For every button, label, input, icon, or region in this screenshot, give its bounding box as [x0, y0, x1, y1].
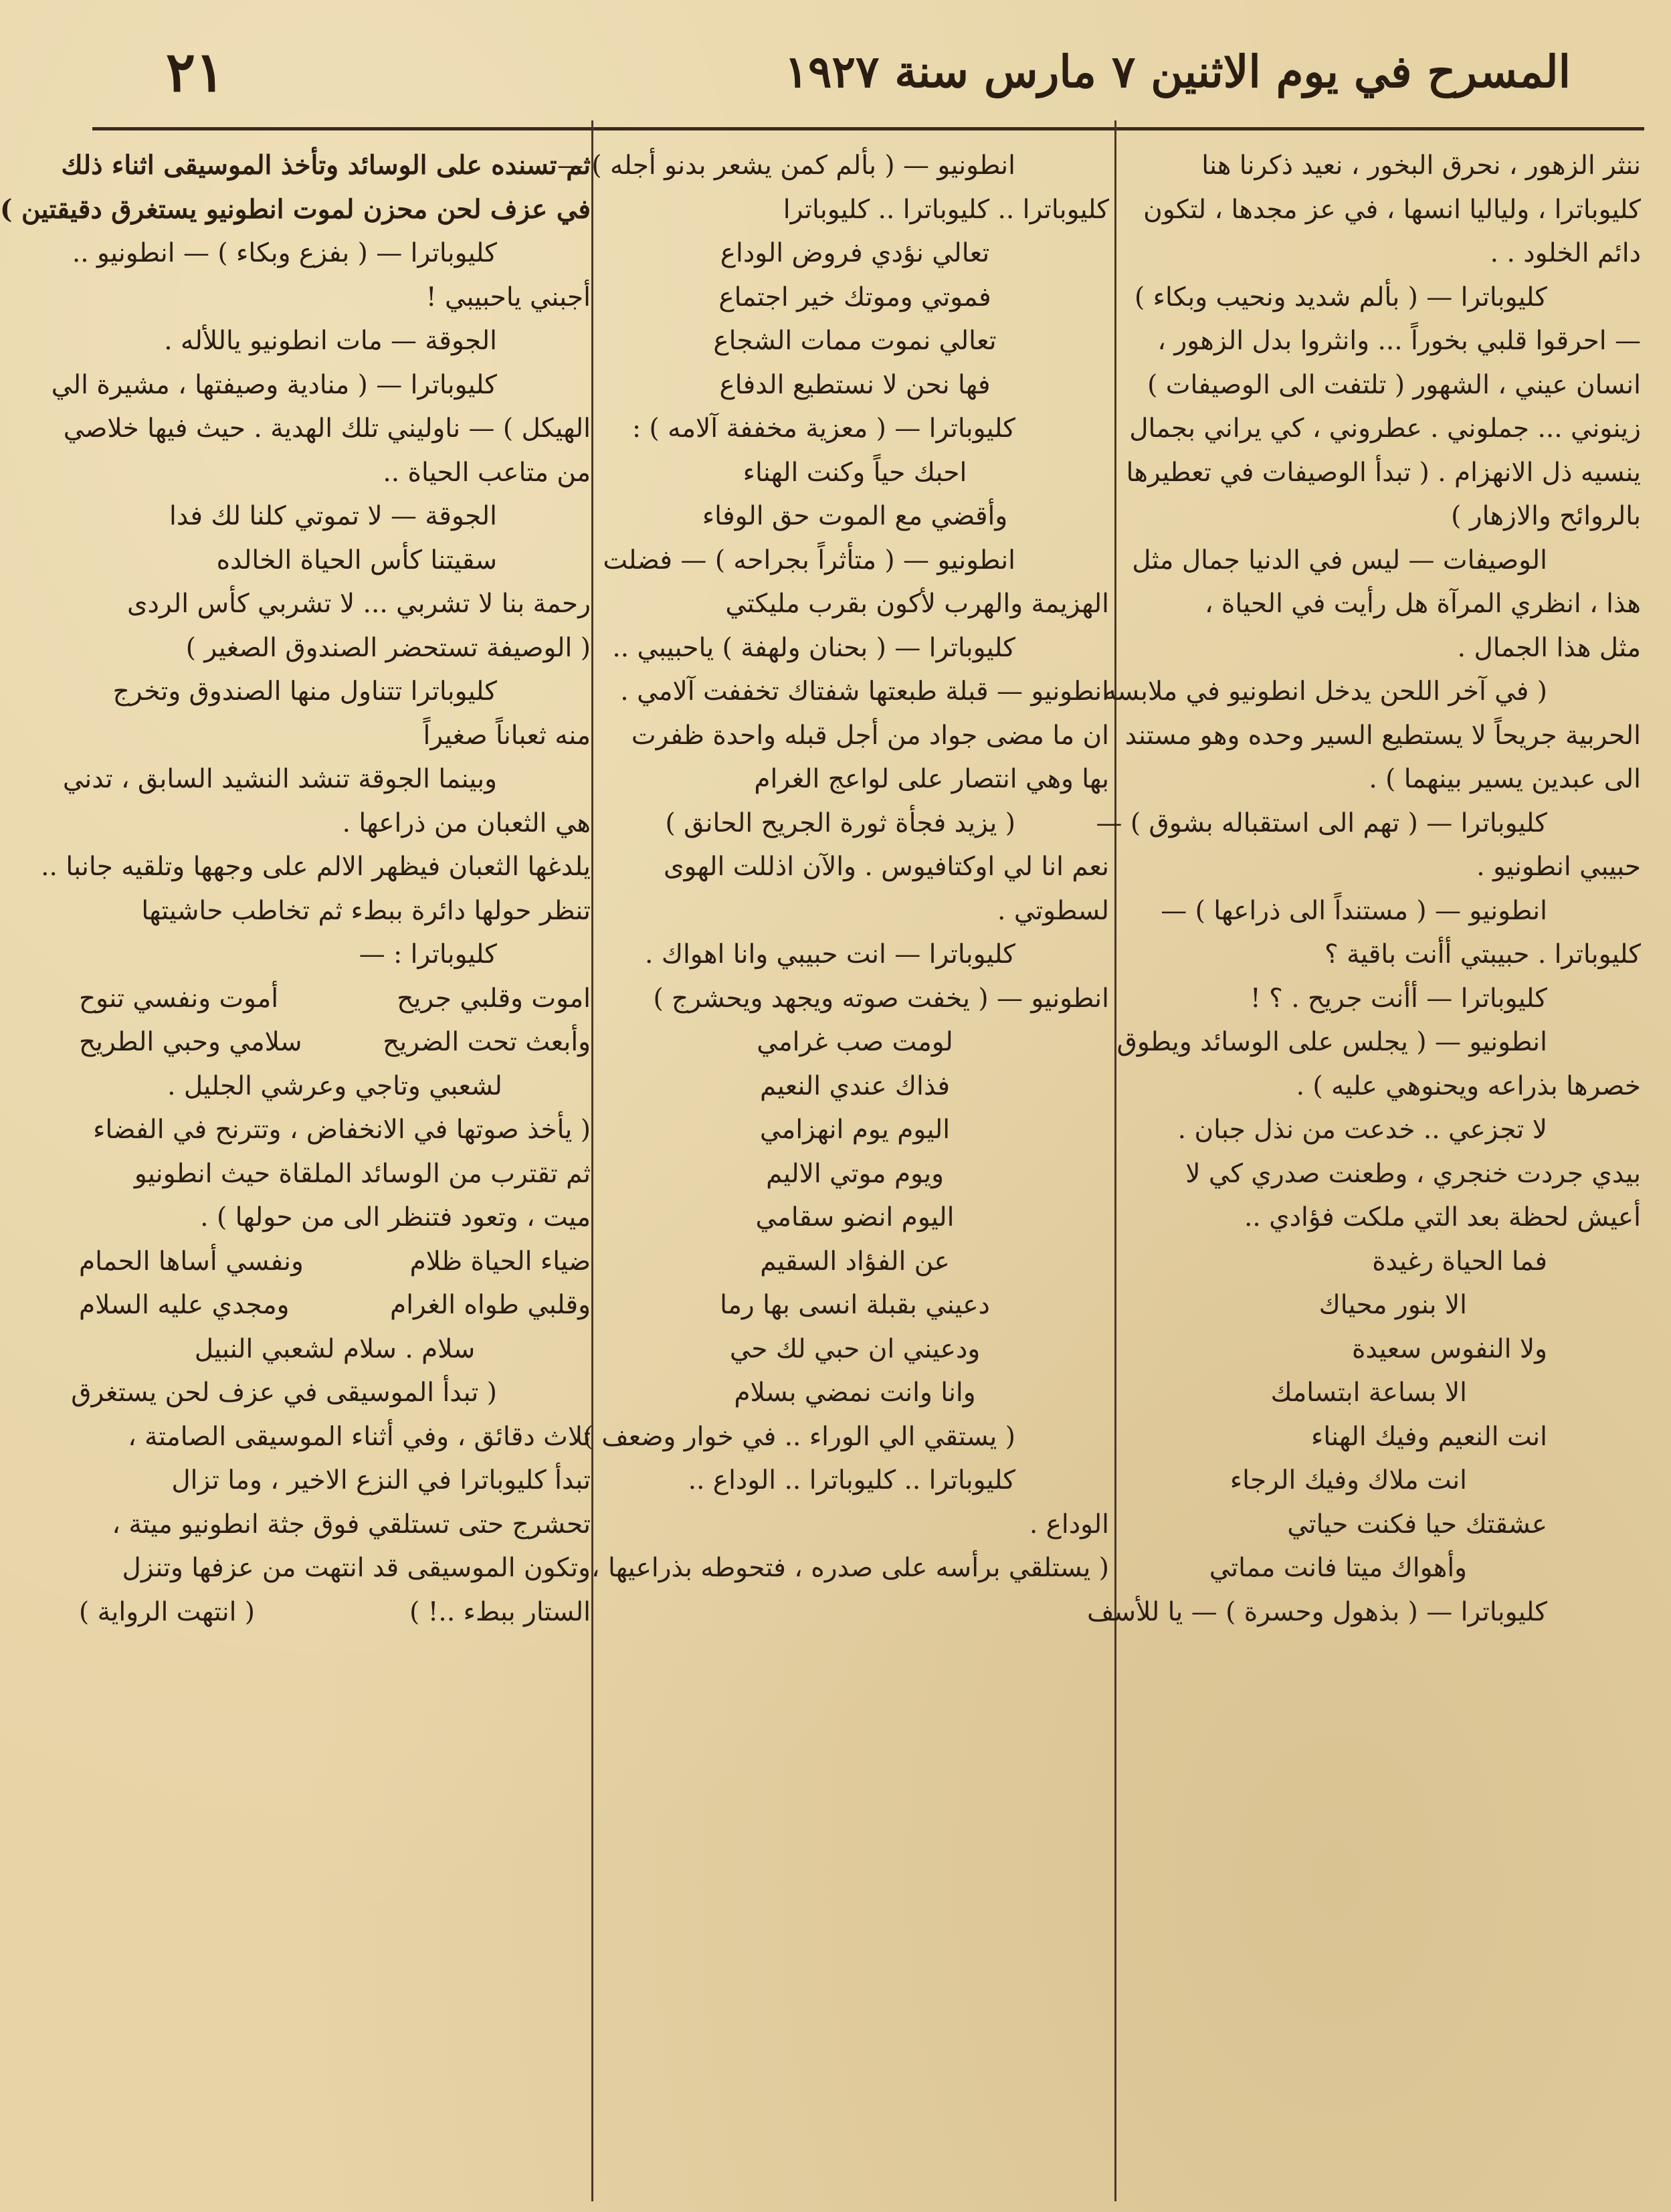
verse-line: [79, 1240, 591, 1284]
text-line: ثم تقترب من الوسائد الملقاة حيث انطونيو: [134, 1158, 591, 1189]
text-line: وانا وانت نمضي بسلام: [734, 1378, 976, 1408]
text-line: انسان عيني ، الشهور ( تلتفت الى الوصيفات ): [1147, 369, 1641, 400]
text-line: فموتي وموتك خير اجتماع: [718, 282, 991, 312]
text-line: أجبني ياحبيبي !: [425, 282, 591, 312]
page-number: ٢١: [166, 40, 225, 104]
text-line: كليوباترا .. كليوباترا .. كليوباترا: [783, 194, 1109, 225]
verse-line: [79, 1283, 591, 1327]
text-line: وتكون الموسيقى قد انتهت من عزفها وتنزل: [122, 1553, 591, 1583]
verse-hemistich: سلامي وحبي الطريح: [79, 1027, 302, 1057]
verse-hemistich: اموت وقلبي جريح: [397, 983, 591, 1014]
text-line: انطونيو — قبلة طبعتها شفتاك تخففت آلامي .: [620, 676, 1109, 707]
text-line: في عزف لحن محزن لموت انطونيو يستغرق دقيقتين ): [0, 193, 591, 225]
text-line: فما الحياة رغيدة: [1372, 1246, 1547, 1277]
text-line: فذاك عندي النعيم: [760, 1071, 950, 1101]
text-line: تعالي نؤدي فروض الوداع: [720, 238, 990, 268]
text-column-middle: [557, 144, 1109, 2191]
text-column-left: [0, 144, 591, 2191]
page-header: [92, 27, 1644, 130]
text-line: ولا النفوس سعيدة: [1351, 1333, 1547, 1364]
text-line: أعيش لحظة بعد التي ملكت فؤادي ..: [1244, 1202, 1641, 1232]
text-line: خصرها بذراعه ويحنوهي عليه ) .: [1296, 1071, 1641, 1101]
text-line: بالروائح والازهار ): [1451, 501, 1641, 531]
text-line: وأهواك ميتا فانت مماتي: [1209, 1553, 1467, 1583]
text-line: لا تجزعي .. خدعت من نذل جبان .: [1177, 1115, 1547, 1145]
text-line: وبينما الجوقة تنشد النشيد السابق ، تدني: [62, 764, 497, 794]
text-line: ثم تسنده على الوسائد وتأخذ الموسيقى اثناء ذلك: [61, 150, 591, 181]
text-line: عشقتك حيا فكنت حياتي: [1287, 1509, 1547, 1540]
text-line: الوصيفات — ليس في الدنيا جمال مثل: [1132, 545, 1547, 575]
verse-hemistich: وقلبي طواه الغرام: [390, 1290, 591, 1320]
text-line: ( تبدأ الموسيقى في عزف لحن يستغرق: [71, 1378, 497, 1408]
text-line: ويوم موتي الاليم: [766, 1158, 944, 1189]
text-line: الجوقة — لا تموتي كلنا لك فدا: [169, 501, 497, 531]
text-line: انطونيو — ( يخفت صوته ويجهد ويحشرج ): [653, 983, 1109, 1014]
text-line: انت النعيم وفيك الهناء: [1311, 1421, 1547, 1452]
text-line: سقيتنا كأس الحياة الخالده: [216, 545, 497, 575]
text-line: كليوباترا — ( بذهول وحسرة ) — يا للأسف: [1087, 1596, 1547, 1627]
verse-line: [79, 977, 591, 1021]
text-line: بيدي جردت خنجري ، وطعنت صدري كي لا: [1185, 1158, 1641, 1189]
text-line: عن الفؤاد السقيم: [760, 1246, 950, 1277]
text-line: كليوباترا — ( بفزع وبكاء ) — انطونيو ..: [72, 238, 497, 268]
text-line: وأقضي مع الموت حق الوفاء: [702, 501, 1008, 531]
text-line: تبدأ كليوباترا في النزع الاخير ، وما تزال: [171, 1465, 591, 1495]
text-line: الى عبدين يسير بينهما ) .: [1369, 764, 1641, 794]
text-line: ( يزيد فجأة ثورة الجريح الحانق ): [665, 808, 1015, 838]
text-line: انطونيو — ( يجلس على الوسائد ويطوق: [1116, 1027, 1547, 1057]
text-line: ميت ، وتعود فتنظر الى من حولها ) .: [200, 1202, 591, 1232]
text-line: زينوني ... جملوني . عطروني ، كي يراني بجمال: [1129, 413, 1641, 444]
text-line: احبك حياً وكنت الهناء: [743, 457, 967, 488]
text-line: ننثر الزهور ، نحرق البخور ، نعيد ذكرنا هنا: [1201, 151, 1641, 181]
text-line: فها نحن لا نستطيع الدفاع: [719, 369, 991, 400]
text-line: ( يستقي الي الوراء .. في خوار وضعف ): [583, 1421, 1015, 1452]
column-divider: [1114, 120, 1116, 2201]
text-line: كليوباترا — ( منادية وصيفتها ، مشيرة الي: [51, 369, 497, 400]
text-line: ( يأخذ صوتها في الانخفاض ، وتترنح في الفضاء: [93, 1115, 591, 1145]
text-line: كليوباترا — ( بحنان ولهفة ) ياحبيبي ..: [612, 632, 1015, 663]
text-line: حبيبي انطونيو .: [1476, 852, 1641, 882]
verse-hemistich: ضياء الحياة ظلام: [409, 1246, 591, 1277]
text-line: يلدغها الثعبان فيظهر الالم على وجهها وتلقيه جانبا ..: [41, 852, 591, 882]
text-line: الوداع .: [1029, 1509, 1109, 1540]
text-line: ينسيه ذل الانهزام . ( تبدأ الوصيفات في تعطيرها: [1126, 457, 1641, 488]
verse-hemistich: ونفسي أساها الحمام: [79, 1246, 304, 1277]
text-line: ان ما مضى جواد من أجل قبله واحدة ظفرت: [631, 720, 1109, 751]
text-line: انطونيو — ( مستنداً الى ذراعها ) —: [1161, 895, 1547, 926]
verse-hemistich: وأبعث تحت الضريح: [383, 1027, 591, 1057]
verse-hemistich: أموت ونفسي تنوح: [79, 983, 279, 1014]
text-line: كليوباترا . حبيبتي أأنت باقية ؟: [1324, 939, 1641, 970]
text-line: بها وهي انتصار على لواعج الغرام: [754, 764, 1109, 794]
text-line: تعالي نموت ممات الشجاع: [713, 326, 997, 356]
text-line: تنظر حولها دائرة ببطء ثم تخاطب حاشيتها: [141, 895, 591, 926]
verse-hemistich: ومجدي عليه السلام: [79, 1290, 290, 1320]
text-line: سلام . سلام لشعبي النبيل: [194, 1333, 476, 1364]
text-line: رحمة بنا لا تشربي ... لا تشربي كأس الردى: [127, 589, 591, 619]
text-line: كليوباترا ، ولياليا انسها ، في عز مجدها ، لتكون: [1143, 194, 1641, 225]
text-line: نعم انا لي اوكتافيوس . والآن اذللت الهوى: [663, 852, 1109, 882]
text-line: تحشرج حتى تستلقي فوق جثة انطونيو ميتة ،: [112, 1509, 591, 1540]
text-line: كليوباترا — انت حبيبي وانا اهواك .: [645, 939, 1015, 970]
header-title: المسرح في يوم الاثنين ٧ مارس سنة ١٩٢٧: [784, 45, 1571, 98]
text-line: كليوباترا — أأنت جريح . ؟ !: [1250, 983, 1547, 1014]
text-line: من متاعب الحياة ..: [383, 457, 591, 488]
text-line: لسطوتي .: [997, 895, 1109, 926]
text-line: هذا ، انظري المرآة هل رأيت في الحياة ،: [1204, 589, 1641, 619]
text-line: ( في آخر اللحن يدخل انطونيو في ملابسه: [1103, 676, 1547, 707]
text-line: كليوباترا — ( بألم شديد ونحيب وبكاء ): [1135, 282, 1547, 312]
text-line: ودعيني ان حبي لك حي: [729, 1333, 981, 1364]
text-line: الهزيمة والهرب لأكون بقرب مليكتي: [725, 589, 1109, 619]
verse-line: [79, 1590, 591, 1635]
verse-hemistich: الستار ببطء ..! ): [409, 1596, 591, 1627]
text-line: الهيكل ) — ناوليني تلك الهدية . حيث فيها خلاصي: [63, 413, 591, 444]
text-line: اليوم يوم انهزامي: [759, 1115, 951, 1145]
text-line: الا بساعة ابتسامك: [1270, 1378, 1467, 1408]
text-line: انطونيو — ( متأثراً بجراحه ) — فضلت: [603, 545, 1015, 575]
text-line: منه ثعباناً صغيراً: [423, 720, 591, 751]
text-line: كليوباترا .. كليوباترا .. الوداع ..: [688, 1465, 1015, 1495]
text-line: ثلاث دقائق ، وفي أثناء الموسيقى الصامتة ،: [128, 1421, 591, 1452]
verse-line: [79, 1020, 591, 1065]
text-line: كليوباترا تتناول منها الصندوق وتخرج: [112, 676, 497, 707]
text-line: انطونيو — ( بألم كمن يشعر بدنو أجله ) —: [557, 151, 1015, 181]
text-line: لشعبي وتاجي وعرشي الجليل .: [167, 1071, 502, 1101]
text-line: — احرقوا قلبي بخوراً ... وانثروا بدل الزهور ،: [1157, 326, 1641, 356]
text-line: ( الوصيفة تستحضر الصندوق الصغير ): [185, 632, 591, 663]
text-column-right: [1087, 144, 1641, 2191]
text-line: ( يستلقي برأسه على صدره ، فتحوطه بذراعيها ،: [591, 1553, 1109, 1583]
text-line: كليوباترا — ( معزية مخففة آلامه ) :: [632, 413, 1015, 444]
text-line: كليوباترا : —: [359, 939, 497, 970]
text-line: الحربية جريحاً لا يستطيع السير وحده وهو مستند: [1124, 720, 1641, 751]
text-line: مثل هذا الجمال .: [1457, 632, 1641, 663]
text-line: الا بنور محياك: [1318, 1290, 1467, 1320]
text-line: دعيني بقبلة انسى بها رما: [720, 1290, 990, 1320]
text-line: لومت صب غرامي: [757, 1027, 953, 1057]
text-line: كليوباترا — ( تهم الى استقباله بشوق ) —: [1096, 808, 1547, 838]
text-line: هي الثعبان من ذراعها .: [342, 808, 591, 838]
verse-hemistich: ( انتهت الرواية ): [79, 1596, 256, 1627]
text-line: دائم الخلود . .: [1490, 238, 1641, 268]
column-divider: [591, 120, 593, 2201]
text-line: الجوقة — مات انطونيو ياللأله .: [164, 326, 497, 356]
text-line: انت ملاك وفيك الرجاء: [1230, 1465, 1467, 1495]
text-line: اليوم انضو سقامي: [755, 1202, 955, 1232]
